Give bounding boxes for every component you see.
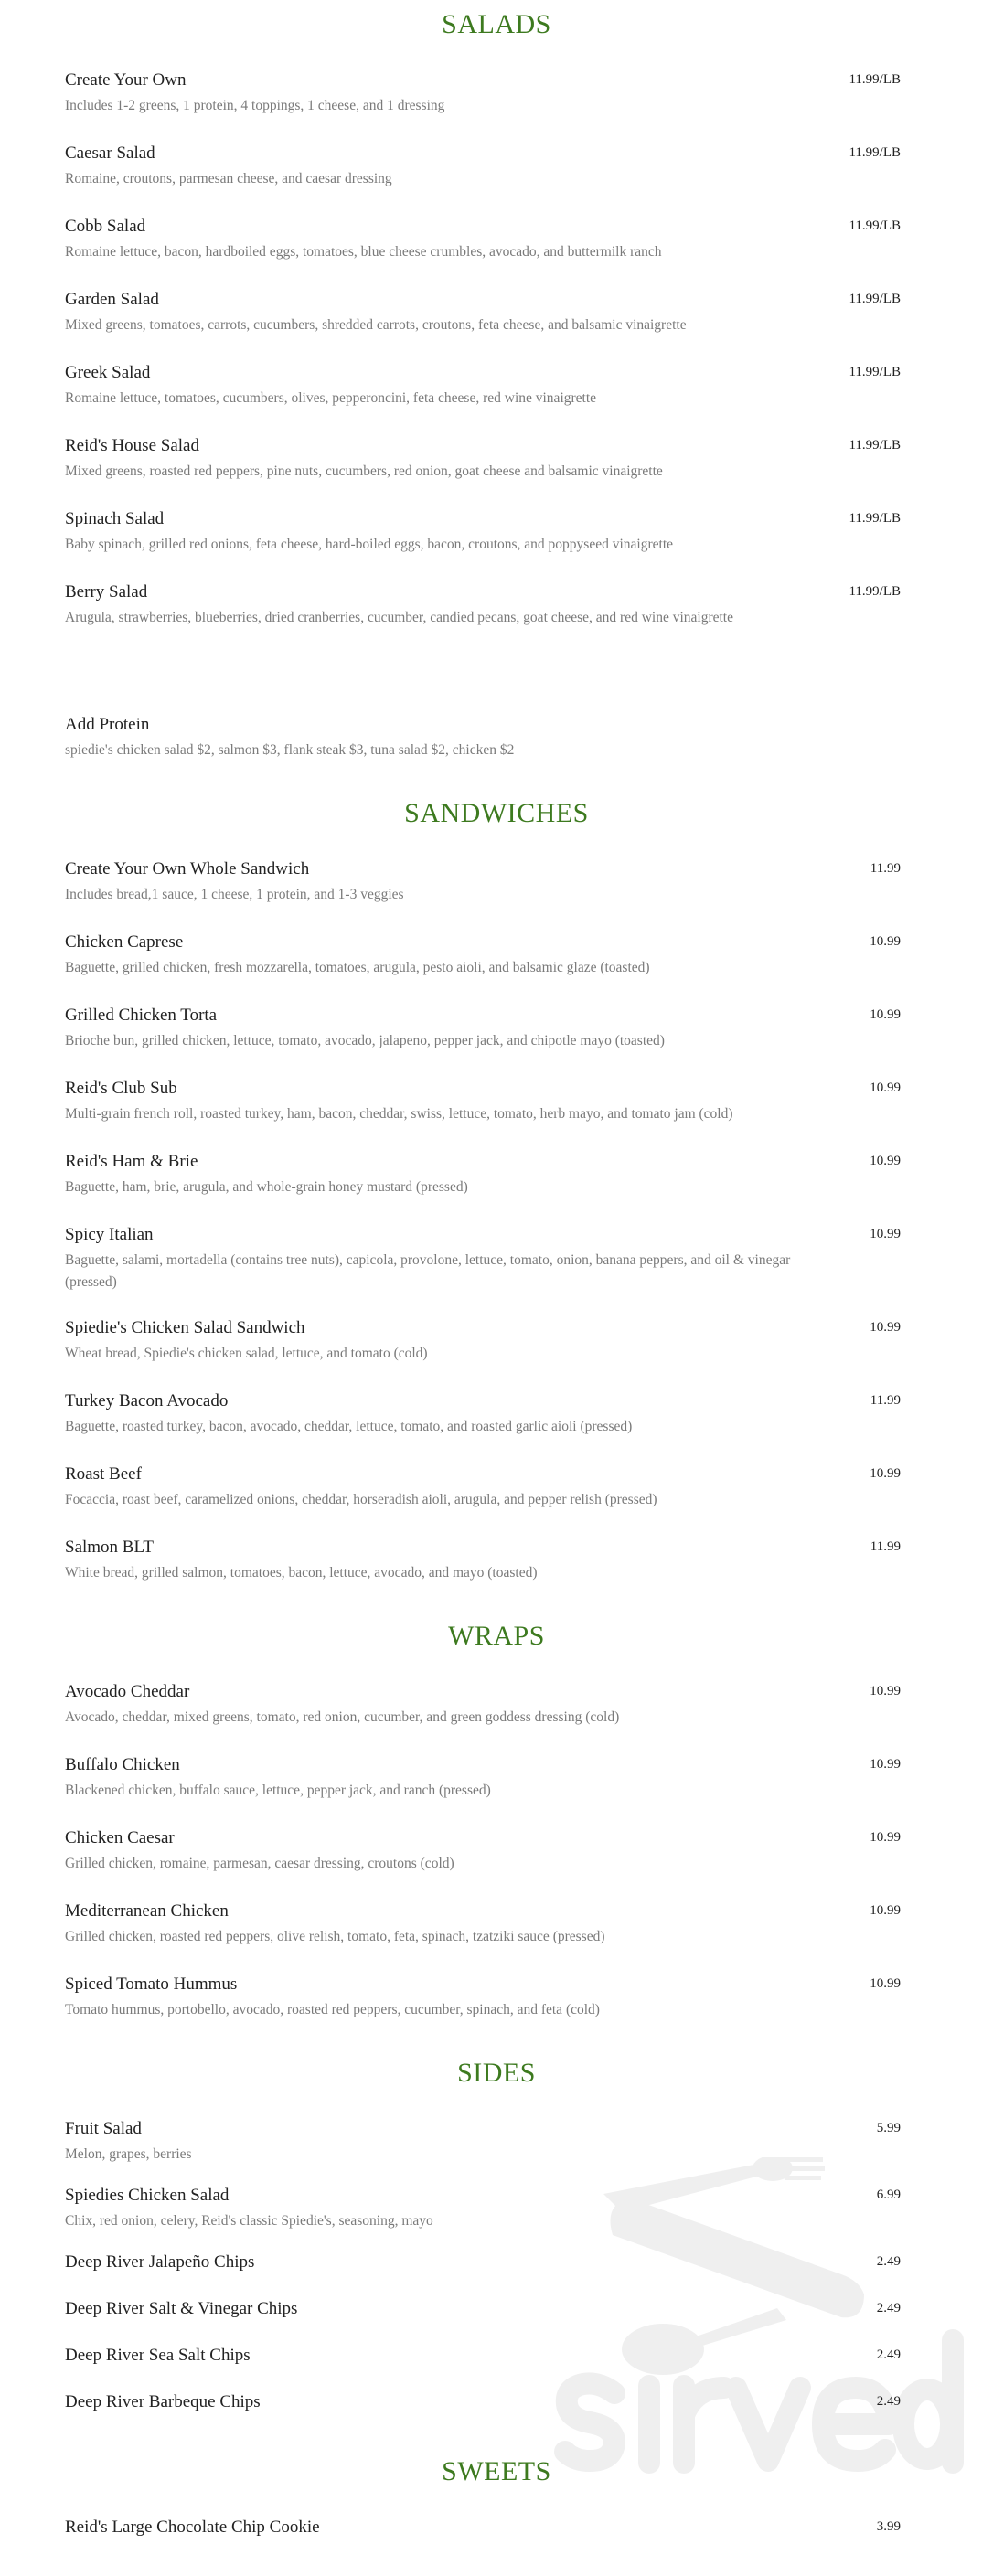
item-desc: Baguette, grilled chicken, fresh mozzarella, tomatoes, arugula, pesto aioli, and balsamic glaze (toasted) [65, 960, 650, 975]
item-desc: Baguette, roasted turkey, bacon, avocado, cheddar, lettuce, tomato, and roasted garlic aioli (pressed) [65, 1419, 633, 1434]
item-name: Reid's Club Sub [65, 1079, 177, 1098]
menu-item [0, 1319, 993, 1392]
item-desc: Baby spinach, grilled red onions, feta cheese, hard-boiled eggs, bacon, croutons, and poppyseed vinaigrette [65, 537, 674, 552]
item-price: 10.99 [870, 1684, 901, 1698]
item-name: Create Your Own [65, 70, 187, 90]
menu-item [0, 860, 993, 933]
item-name: Cobb Salad [65, 217, 146, 236]
menu-item [0, 1226, 993, 1319]
item-desc: Romaine, croutons, parmesan cheese, and caesar dressing [65, 171, 392, 186]
item-desc: Includes 1-2 greens, 1 protein, 4 toppings, 1 cheese, and 1 dressing [65, 98, 445, 113]
item-price: 10.99 [870, 1227, 901, 1241]
menu-item [0, 2300, 993, 2347]
item-price: 11.99 [870, 1539, 901, 1554]
item-price: 10.99 [870, 1830, 901, 1845]
item-name: Deep River Sea Salt Chips [65, 2346, 251, 2365]
item-name: Deep River Jalapeño Chips [65, 2252, 255, 2272]
item-desc: Tomato hummus, portobello, avocado, roasted red peppers, cucumber, spinach, and feta (cold) [65, 2002, 600, 2017]
item-name: Spiedies Chicken Salad [65, 2186, 230, 2205]
item-desc: Arugula, strawberries, blueberries, dried cranberries, cucumber, candied pecans, goat cheese, and red wine vinaigrette [65, 610, 733, 625]
item-name: Grilled Chicken Torta [65, 1006, 218, 1025]
item-name: Garden Salad [65, 290, 159, 309]
menu-item [0, 144, 993, 218]
spacer [0, 2440, 993, 2447]
item-name: Chicken Caprese [65, 932, 184, 952]
item-desc: spiedie's chicken salad $2, salmon $3, flank steak $3, tuna salad $2, chicken $2 [65, 742, 515, 758]
item-price: 10.99 [870, 1320, 901, 1335]
menu-item [0, 2253, 993, 2300]
menu-item [0, 1538, 993, 1612]
menu-item [0, 1153, 993, 1226]
item-price: 11.99 [870, 861, 901, 876]
menu-item [0, 364, 993, 437]
item-price: 11.99/LB [849, 72, 901, 87]
item-name: Reid's House Salad [65, 436, 199, 455]
item-desc: Grilled chicken, romaine, parmesan, caesar dressing, croutons (cold) [65, 1856, 454, 1871]
item-desc: Baguette, ham, brie, arugula, and whole-grain honey mustard (pressed) [65, 1179, 468, 1195]
item-name: Mediterranean Chicken [65, 1901, 229, 1921]
menu-item [0, 1006, 993, 1080]
item-price: 10.99 [870, 934, 901, 949]
item-price: 10.99 [870, 1903, 901, 1918]
section-title: SWEETS [442, 2456, 551, 2486]
item-desc: Wheat bread, Spiedie's chicken salad, lettuce, and tomato (cold) [65, 1346, 428, 1361]
section-wraps [0, 1612, 993, 2049]
menu-item [0, 2518, 993, 2565]
menu-item [0, 583, 993, 716]
item-desc: Mixed greens, roasted red peppers, pine nuts, cucumbers, red onion, goat cheese and balsamic vinaigrette [65, 463, 663, 479]
menu-item [0, 2393, 993, 2440]
section-title: SIDES [457, 2058, 536, 2088]
item-price: 11.99/LB [849, 511, 901, 526]
item-price: 10.99 [870, 1080, 901, 1095]
item-price: 2.49 [876, 2301, 901, 2315]
item-name: Spinach Salad [65, 509, 165, 528]
item-name: Turkey Bacon Avocado [65, 1391, 229, 1410]
section-sweets [0, 2447, 993, 2565]
item-desc: Romaine lettuce, tomatoes, cucumbers, olives, pepperoncini, feta cheese, red wine vinaigrette [65, 390, 597, 406]
item-name: Spiced Tomato Hummus [65, 1975, 238, 1994]
item-desc: Melon, grapes, berries [65, 2146, 192, 2162]
add-protein-note [0, 716, 993, 789]
item-name: Add Protein [65, 715, 150, 734]
menu-item [0, 1465, 993, 1538]
section-sandwiches [0, 789, 993, 1612]
menu-item [0, 2120, 993, 2187]
menu-item [0, 2347, 993, 2393]
item-price: 11.99/LB [849, 584, 901, 599]
item-desc: White bread, grilled salmon, tomatoes, bacon, lettuce, avocado, and mayo (toasted) [65, 1565, 538, 1581]
item-name: Spicy Italian [65, 1225, 154, 1244]
item-price: 10.99 [870, 1976, 901, 1991]
menu-item [0, 2187, 993, 2253]
item-price: 6.99 [876, 2187, 901, 2202]
menu-item [0, 71, 993, 144]
item-name: Deep River Barbeque Chips [65, 2392, 261, 2411]
menu-item [0, 437, 993, 510]
item-price: 2.49 [876, 2254, 901, 2269]
item-desc: Brioche bun, grilled chicken, lettuce, tomato, avocado, jalapeno, pepper jack, and chipotle mayo (toasted) [65, 1033, 665, 1048]
item-name: Deep River Salt & Vinegar Chips [65, 2299, 298, 2318]
section-title: SALADS [442, 9, 551, 39]
item-name: Greek Salad [65, 363, 151, 382]
item-name: Chicken Caesar [65, 1828, 175, 1847]
menu-item [0, 933, 993, 1006]
item-name: Reid's Large Chocolate Chip Cookie [65, 2517, 320, 2537]
menu-item [0, 1080, 993, 1153]
item-desc: Focaccia, roast beef, caramelized onions, cheddar, horseradish aioli, arugula, and pepper relish (pressed) [65, 1492, 657, 1507]
item-name: Salmon BLT [65, 1538, 154, 1557]
item-desc: Blackened chicken, buffalo sauce, lettuce, pepper jack, and ranch (pressed) [65, 1783, 491, 1798]
item-price: 11.99/LB [849, 365, 901, 379]
section-title: WRAPS [448, 1621, 545, 1651]
item-price: 2.49 [876, 2394, 901, 2409]
item-name: Berry Salad [65, 582, 148, 601]
item-name: Spiedie's Chicken Salad Sandwich [65, 1318, 305, 1337]
item-name: Reid's Ham & Brie [65, 1152, 198, 1171]
item-price: 11.99/LB [849, 145, 901, 160]
item-desc: Avocado, cheddar, mixed greens, tomato, red onion, cucumber, and green goddess dressing (cold) [65, 1709, 620, 1725]
item-price: 5.99 [876, 2121, 901, 2135]
item-price: 11.99 [870, 1393, 901, 1408]
item-price: 11.99/LB [849, 292, 901, 306]
item-name: Avocado Cheddar [65, 1682, 190, 1701]
item-desc: Baguette, salami, mortadella (contains tree nuts), capicola, provolone, lettuce, tomato, onion, banana peppers, and oil & vinegar (pressed) [65, 1252, 791, 1290]
item-desc: Multi-grain french roll, roasted turkey, ham, bacon, cheddar, swiss, lettuce, tomato, herb mayo, and tomato jam (cold) [65, 1106, 733, 1122]
item-desc: Grilled chicken, roasted red peppers, olive relish, tomato, feta, spinach, tzatziki sauce (pressed) [65, 1929, 605, 1944]
item-desc: Mixed greens, tomatoes, carrots, cucumbers, shredded carrots, croutons, feta cheese, and balsamic vinaigrette [65, 317, 687, 333]
item-price: 10.99 [870, 1757, 901, 1772]
menu-item [0, 218, 993, 291]
item-desc: Chix, red onion, celery, Reid's classic Spiedie's, seasoning, mayo [65, 2213, 433, 2229]
item-price: 11.99/LB [849, 218, 901, 233]
item-price: 2.49 [876, 2347, 901, 2362]
item-desc: Romaine lettuce, bacon, hardboiled eggs, tomatoes, blue cheese crumbles, avocado, and buttermilk ranch [65, 244, 662, 260]
section-sides [0, 2049, 993, 2447]
menu-item [0, 1392, 993, 1465]
item-name: Fruit Salad [65, 2119, 142, 2138]
section-title: SANDWICHES [404, 798, 589, 828]
menu-item [0, 1975, 993, 2049]
menu-item [0, 291, 993, 364]
item-price: 11.99/LB [849, 438, 901, 452]
item-price: 3.99 [876, 2519, 901, 2534]
item-name: Buffalo Chicken [65, 1755, 180, 1774]
item-name: Caesar Salad [65, 144, 155, 163]
menu-item [0, 1902, 993, 1975]
menu-item [0, 1829, 993, 1902]
item-desc: Includes bread,1 sauce, 1 cheese, 1 protein, and 1-3 veggies [65, 887, 404, 902]
menu-item [0, 1756, 993, 1829]
item-price: 10.99 [870, 1466, 901, 1481]
menu-item [0, 1683, 993, 1756]
item-name: Roast Beef [65, 1464, 142, 1484]
item-name: Create Your Own Whole Sandwich [65, 859, 310, 878]
menu-item [0, 510, 993, 583]
item-price: 10.99 [870, 1154, 901, 1168]
section-salads [0, 0, 993, 789]
item-price: 10.99 [870, 1007, 901, 1022]
